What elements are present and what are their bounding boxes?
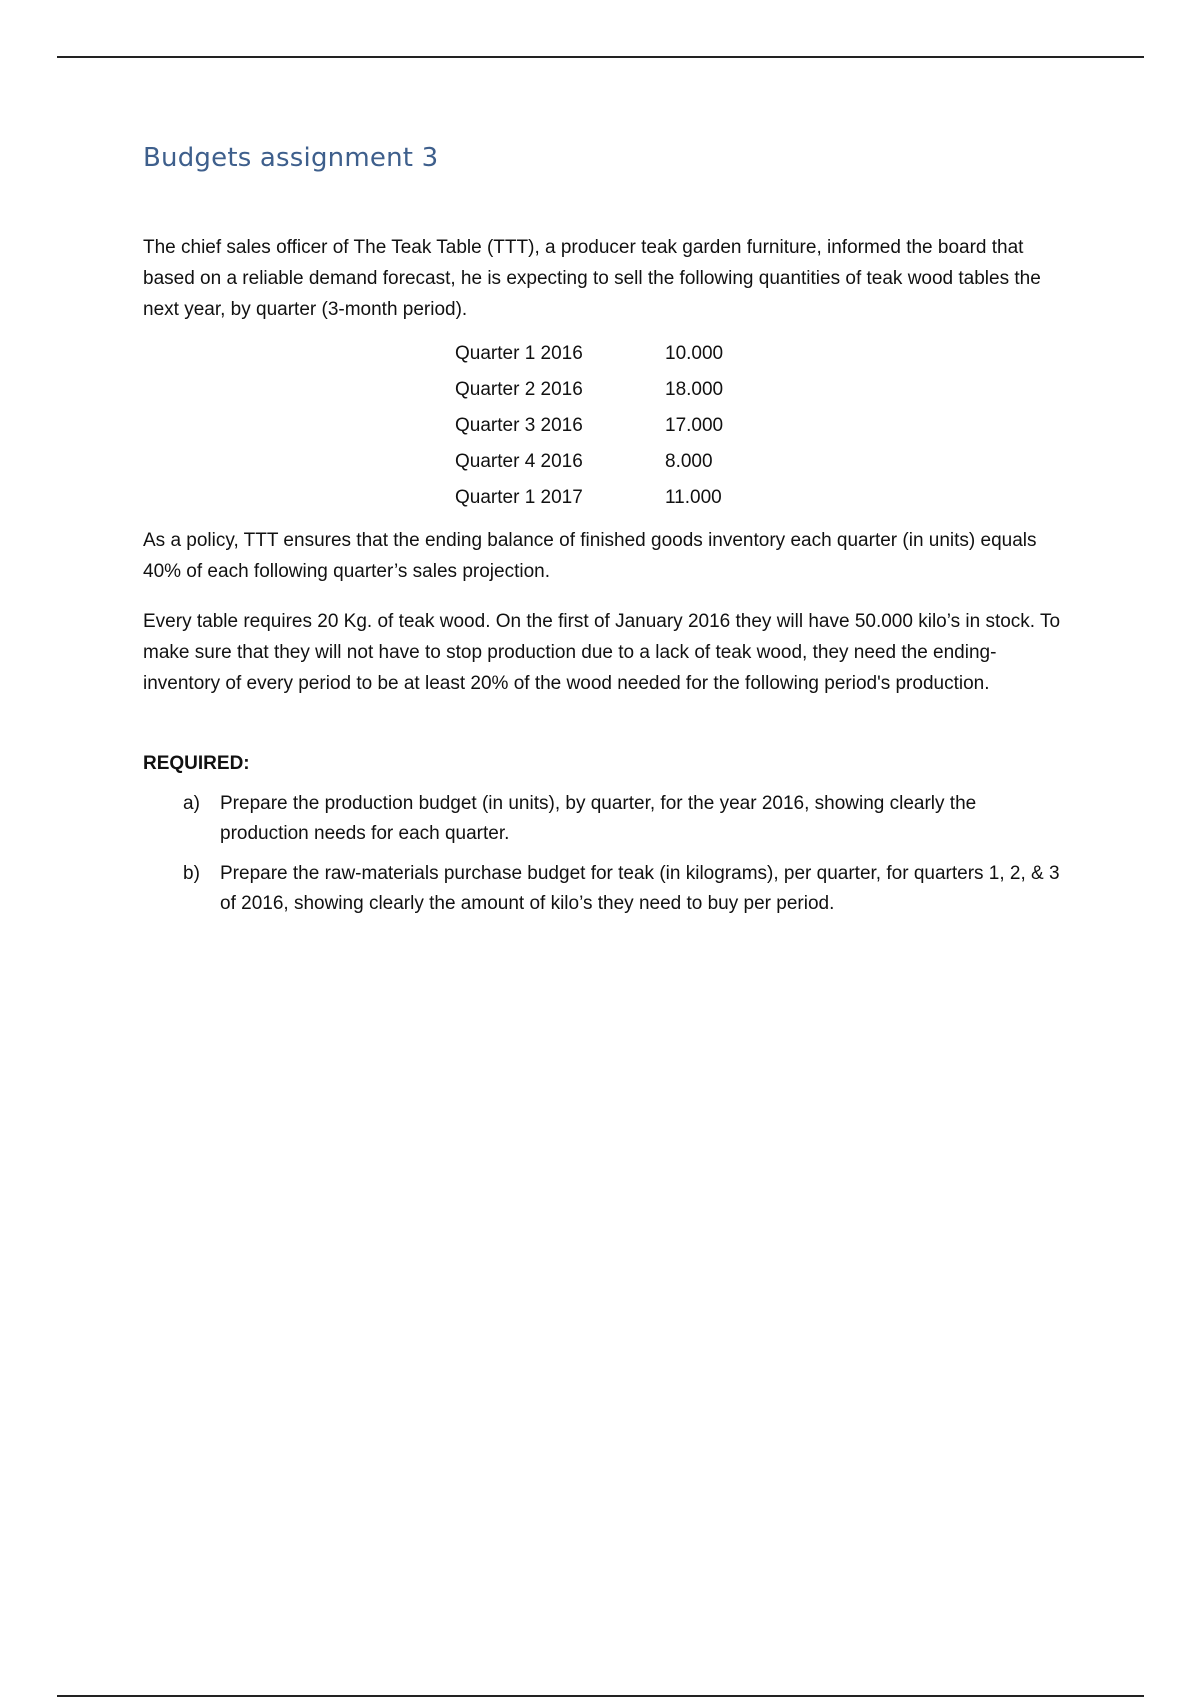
list-marker: a) bbox=[183, 793, 200, 814]
quarter-cell: Quarter 1 2017 bbox=[455, 487, 583, 508]
quarter-cell: Quarter 4 2016 bbox=[455, 451, 583, 472]
table-row bbox=[455, 444, 755, 480]
header-rule bbox=[57, 56, 1144, 58]
list-marker: b) bbox=[183, 863, 200, 884]
quantity-cell: 8.000 bbox=[665, 451, 713, 472]
table-row bbox=[455, 372, 755, 408]
quantity-cell: 18.000 bbox=[665, 379, 724, 400]
required-list bbox=[183, 789, 1063, 929]
list-item bbox=[183, 859, 1063, 919]
table-row bbox=[455, 336, 755, 372]
table-row bbox=[455, 408, 755, 444]
quantity-cell: 17.000 bbox=[665, 415, 724, 436]
list-item-text: Prepare the raw-materials purchase budget for teak (in kilograms), per quarter, for quarters 1, 2, & 3 of 2016, showing clearly the amount of kilo’s they need to buy per period. bbox=[220, 863, 1060, 914]
quarter-cell: Quarter 2 2016 bbox=[455, 379, 583, 400]
quarter-cell: Quarter 3 2016 bbox=[455, 415, 583, 436]
wood-paragraph: Every table requires 20 Kg. of teak wood. On the first of January 2016 they will have 50.000 kilo’s in stock. To make sure that they will not have to stop production due to a lack of teak wood, they need the ending-inventory of every period to be at least 20% of the wood needed for the following period's production. bbox=[143, 611, 1061, 694]
table-row bbox=[455, 480, 755, 516]
quantity-cell: 10.000 bbox=[665, 343, 724, 364]
quarter-cell: Quarter 1 2016 bbox=[455, 343, 583, 364]
list-item-text: Prepare the production budget (in units), by quarter, for the year 2016, showing clearly the production needs for each quarter. bbox=[220, 793, 977, 844]
page-title: Budgets assignment 3 bbox=[143, 143, 439, 173]
list-item bbox=[183, 789, 1063, 849]
quantity-cell: 11.000 bbox=[665, 487, 722, 508]
intro-paragraph: The chief sales officer of The Teak Table (TTT), a producer teak garden furniture, informed the board that based on a reliable demand forecast, he is expecting to sell the following quantities of teak wood tables the next year, by quarter (3-month period). bbox=[143, 237, 1041, 320]
policy-paragraph: As a policy, TTT ensures that the ending balance of finished goods inventory each quarter (in units) equals 40% of each following quarter’s sales projection. bbox=[143, 530, 1037, 582]
required-heading: REQUIRED: bbox=[143, 753, 250, 774]
footer-rule bbox=[57, 1695, 1144, 1697]
sales-forecast-table bbox=[455, 336, 755, 516]
